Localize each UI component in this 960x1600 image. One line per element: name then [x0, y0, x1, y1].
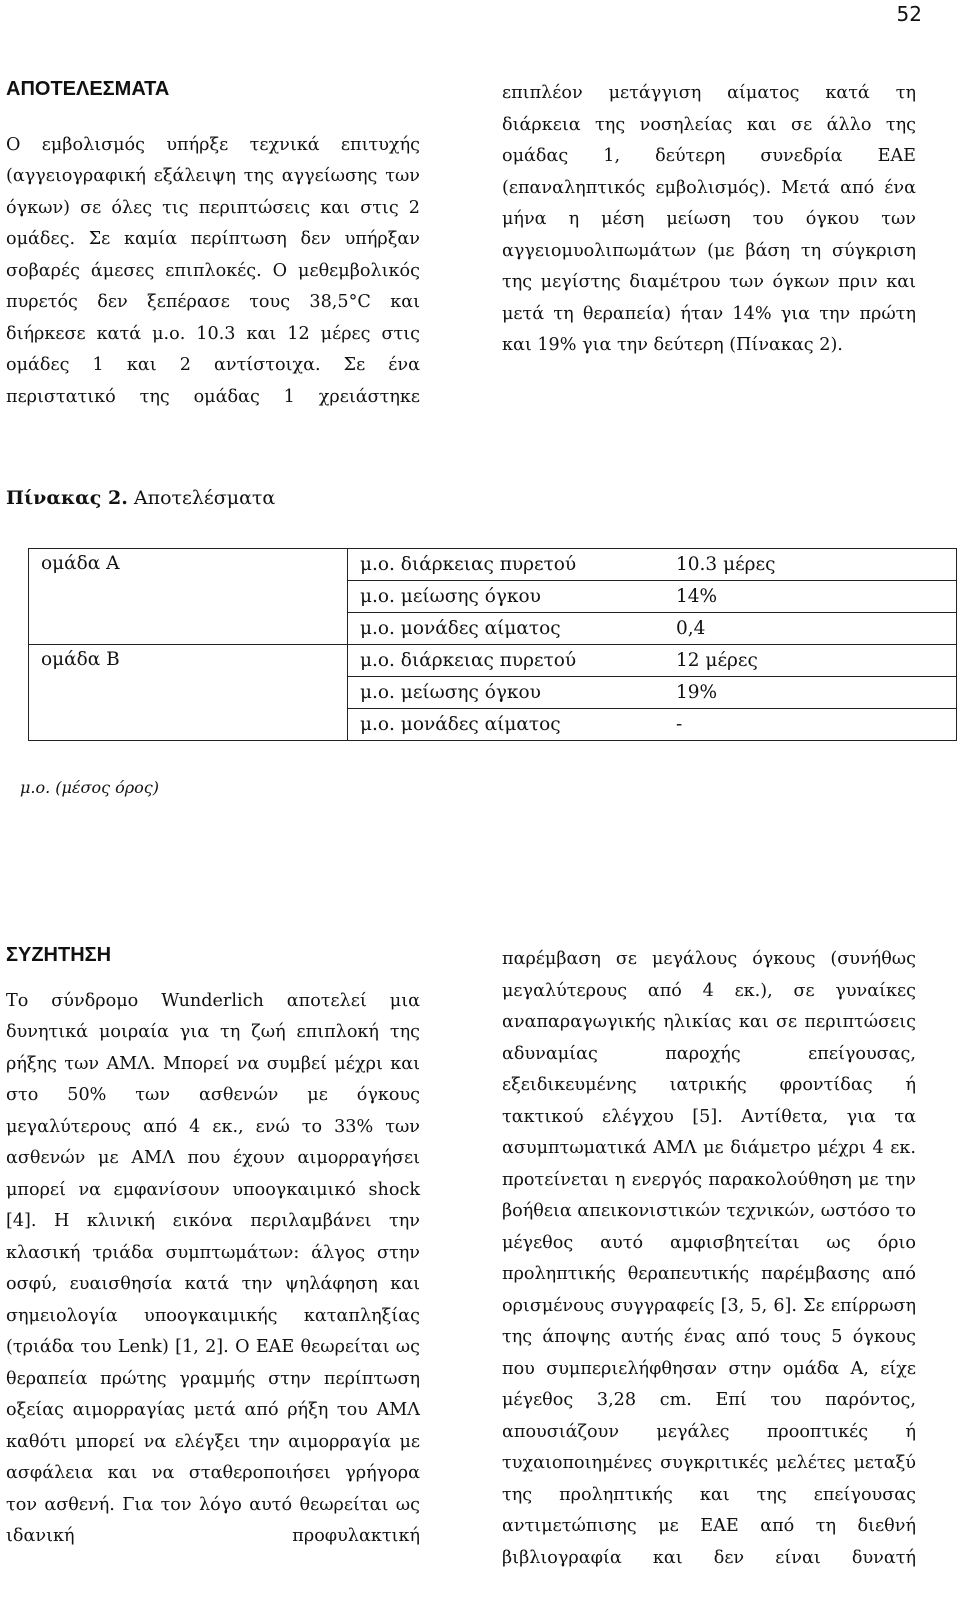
table-title-text: Αποτελέσματα [127, 487, 276, 509]
metric-label-cell: μ.ο. μονάδες αίματος [348, 613, 665, 645]
metric-value-cell: 12 μέρες [664, 645, 957, 677]
metric-label-cell: μ.ο. διάρκειας πυρετού [348, 549, 665, 581]
discussion-paragraph-left: Το σύνδρομο Wunderlich αποτελεί μια δυνητικά μοιραία για τη ζωή επιπλοκή της ρήξης των ΑΜΛ. Μπορεί να συμβεί μέχρι και στο 50% των ασθενών με όγκους μεγαλύτερους από 4 εκ., ενώ το 33% των ασθενών με ΑΜΛ που έχουν αιμορραγήσει μπορεί να εμφανίσουν υποογκαιμικό shock [4]. Η κλινική εικόνα περιλαμβάνει την κλασική τριάδα συμπτωμάτων: άλγος στην οσφύ, ευαισθησία κατά την ψηλάφηση και σημειολογία υποογκαιμικής καταπληξίας (τριάδα του Lenk) [1, 2]. Ο ΕΑΕ θεωρείται ως θεραπεία πρώτης γραμμής στην περίπτωση οξείας αιμορραγίας μετά από ρήξη του ΑΜΛ καθότι μπορεί να ελέγξει την αιμορραγία με ασφάλεια και να σταθεροποιήσει γρήγορα τον ασθενή. Για τον λόγο αυτό θεωρείται ως ιδανική προφυλακτική [6, 990, 420, 1546]
metric-label-cell: μ.ο. μείωσης όγκου [348, 677, 665, 709]
table-title [6, 487, 275, 509]
table-footnote: μ.ο. (μέσος όρος) [20, 778, 159, 797]
discussion-heading: ΣΥΖΗΤΗΣΗ [6, 944, 112, 966]
metric-value-cell: 0,4 [664, 613, 957, 645]
metric-label-cell: μ.ο. μείωσης όγκου [348, 581, 665, 613]
table-row [29, 645, 957, 677]
results-heading: ΑΠΟΤΕΛΕΣΜΑΤΑ [6, 78, 170, 100]
results-column-right [502, 78, 916, 362]
results-paragraph-left: Ο εμβολισμός υπήρξε τεχνικά επιτυχής (αγγειογραφική εξάλειψη της αγγείωσης των όγκων) σε όλες τις περιπτώσεις και στις 2 ομάδες. Σε καμία περίπτωση δεν υπήρξαν σοβαρές άμεσες επιπλοκές. Ο μεθεμβολικός πυρετός δεν ξεπέρασε τους 38,5°C και διήρκεσε κατά μ.ο. 10.3 και 12 μέρες στις ομάδες 1 και 2 αντίστοιχα. Σε ένα περιστατικό της ομάδας 1 χρειάστηκε [6, 134, 420, 407]
page-number: 52 [896, 2, 922, 26]
table-title-label: Πίνακας 2. [6, 487, 128, 509]
metric-value-cell: 14% [664, 581, 957, 613]
results-table [28, 548, 957, 741]
results-column-left [6, 74, 420, 413]
table-row [29, 549, 957, 581]
discussion-column-left [6, 940, 420, 1553]
discussion-paragraph-right: παρέμβαση σε μεγάλους όγκους (συνήθως μεγαλύτερους από 4 εκ.), σε γυναίκες αναπαραγωγικής ηλικίας και σε περιπτώσεις αδυναμίας παροχής επείγουσας, εξειδικευμένης ιατρικής φροντίδας ή τακτικού ελέγχου [5]. Αντίθετα, για τα ασυμπτωματικά ΑΜΛ με διάμετρο μέχρι 4 εκ. προτείνεται η ενεργός παρακολούθηση με την βοήθεια απεικονιστικών τεχνικών, ωστόσο το μέγεθος αυτό αμφισβητείται ως όριο προληπτικής θεραπευτικής παρέμβασης από ορισμένους συγγραφείς [3, 5, 6]. Σε επίρρωση της άποψης αυτής ένας από τους 5 όγκους που συμπεριελήφθησαν στην ομάδα Α, είχε μέγεθος 3,28 cm. Επί του παρόντος, απουσιάζουν μεγάλες προοπτικές ή τυχαιοποιημένες συγκριτικές μελέτες μεταξύ της προληπτικής και της επείγουσας αντιμετώπισης με ΕΑΕ από τη διεθνή βιβλιογραφία και δεν είναι δυνατή [502, 949, 916, 1568]
discussion-column-right [502, 944, 916, 1574]
results-paragraph-right: επιπλέον μετάγγιση αίματος κατά τη διάρκεια της νοσηλείας και σε άλλο της ομάδας 1, δεύτερη συνεδρία ΕΑΕ (επαναληπτικός εμβολισμός). Μετά από ένα μήνα η μέση μείωση του όγκου των αγγειομυολιπωμάτων (με βάση τη σύγκριση της μεγίστης διαμέτρου των όγκων πριν και μετά τη θεραπεία) ήταν 14% για την πρώτη και 19% για την δεύτερη (Πίνακας 2). [502, 83, 916, 355]
group-name-cell: ομάδα Α [29, 549, 348, 645]
metric-value-cell: - [664, 709, 957, 741]
metric-label-cell: μ.ο. μονάδες αίματος [348, 709, 665, 741]
metric-value-cell: 10.3 μέρες [664, 549, 957, 581]
metric-value-cell: 19% [664, 677, 957, 709]
group-name-cell: ομάδα Β [29, 645, 348, 741]
metric-label-cell: μ.ο. διάρκειας πυρετού [348, 645, 665, 677]
